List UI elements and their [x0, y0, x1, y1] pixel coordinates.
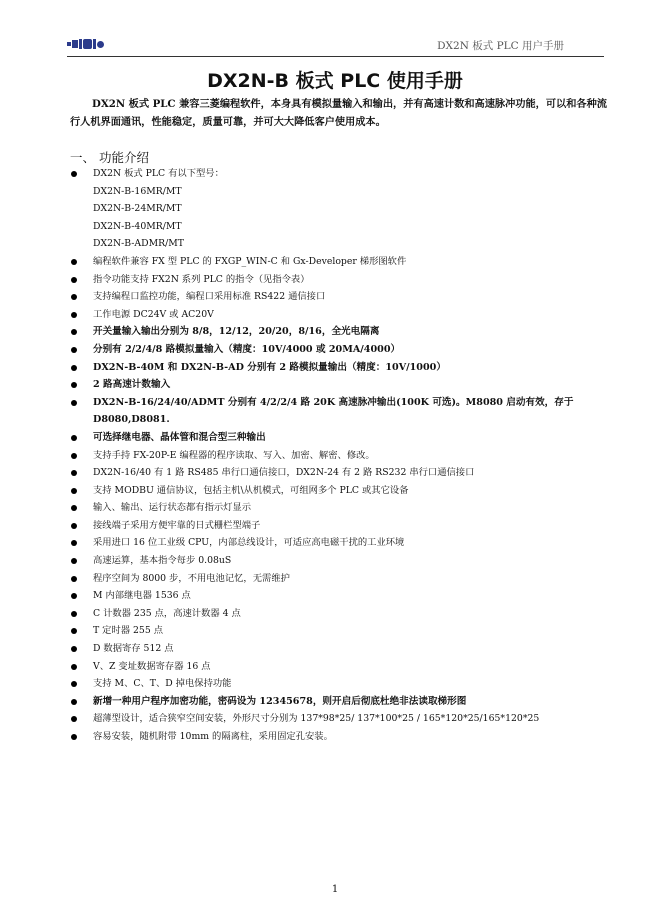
list-item	[68, 447, 608, 465]
list-item-text: 支持手持 FX-20P-E 编程器的程序读取、写入、加密、解密、修改。	[93, 449, 375, 461]
bullet-icon	[71, 365, 77, 371]
list-item	[68, 728, 608, 746]
list-item	[68, 622, 608, 640]
page-header	[67, 36, 604, 57]
document-title: DX2N-B 板式 PLC 使用手册	[207, 70, 463, 92]
list-item-text: DX2N-B-40MR/MT	[93, 220, 182, 232]
list-item	[68, 464, 608, 482]
list-item	[68, 534, 608, 552]
bullet-icon	[71, 699, 77, 705]
list-item-text: 超薄型设计，适合狭窄空间安装，外形尺寸分别为 137*98*25/ 137*100*25 / 165*120*25/165*120*25	[93, 713, 540, 725]
list-item-text: 输入、输出、运行状态都有指示灯显示	[93, 502, 252, 514]
list-item-text: DX2N-B-40M 和 DX2N-B-AD 分别有 2 路模拟量输出（精度：10V/1000）	[93, 361, 446, 373]
bullet-icon	[71, 628, 77, 634]
list-item	[68, 394, 608, 429]
bullet-icon	[71, 453, 77, 459]
bullet-icon	[71, 347, 77, 353]
bullet-icon	[71, 294, 77, 300]
list-item-text: DX2N-16/40 有 1 路 RS485 串行口通信接口，DX2N-24 有 2 路 RS232 串行口通信接口	[93, 467, 475, 479]
bullet-icon	[71, 734, 77, 740]
bullet-icon	[71, 611, 77, 617]
list-item-text: DX2N-B-24MR/MT	[93, 203, 182, 215]
list-item-text: DX2N-B-16MR/MT	[93, 185, 182, 197]
list-item	[68, 323, 608, 341]
list-item	[68, 552, 608, 570]
list-item-text: 程序空间为 8000 步，不用电池记忆，无需维护	[93, 572, 290, 584]
bullet-icon	[71, 277, 77, 283]
list-item-text: DX2N 板式 PLC 有以下型号：	[93, 168, 224, 179]
list-item	[68, 499, 608, 517]
list-item	[68, 605, 608, 623]
bullet-icon	[71, 716, 77, 722]
list-item-text: 可选择继电器、晶体管和混合型三种输出	[93, 431, 266, 443]
list-item-text: 开关量输入输出分别为 8/8，12/12，20/20，8/16，全光电隔离	[93, 326, 380, 338]
list-item-text: 容易安装，随机附带 10mm 的隔离柱，采用固定孔安装。	[93, 731, 333, 742]
list-item	[68, 288, 608, 306]
list-item	[68, 271, 608, 289]
list-item	[68, 517, 608, 535]
bullet-icon	[71, 171, 77, 177]
list-item-text: 接线端子采用方便牢靠的日式栅栏型端子	[93, 519, 261, 531]
bullet-icon	[71, 664, 77, 670]
list-item	[68, 640, 608, 658]
bullet-icon	[71, 488, 77, 494]
list-sub-item	[68, 235, 608, 253]
list-item-text: 高速运算，基本指令每步 0.08uS	[93, 555, 232, 567]
bullet-icon	[71, 646, 77, 652]
bullet-icon	[71, 470, 77, 476]
list-item-text: 工作电源 DC24V 或 AC20V	[93, 308, 214, 320]
list-item-text: 采用进口 16 位工业级 CPU，内部总线设计，可适应高电磁干扰的工业环境	[93, 537, 405, 549]
list-item	[68, 570, 608, 588]
bullet-icon	[71, 540, 77, 546]
page-number: 1	[331, 884, 339, 895]
bullet-icon	[71, 259, 77, 265]
list-item	[68, 429, 608, 447]
list-item	[68, 675, 608, 693]
bullet-icon	[71, 435, 77, 441]
list-item-text: DX2N-B-ADMR/MT	[93, 238, 184, 250]
list-item-text: M 内部继电器 1536 点	[93, 590, 191, 602]
bullet-icon	[71, 312, 77, 318]
bullet-icon	[71, 558, 77, 564]
list-item-text: 2 路高速计数输入	[93, 379, 171, 391]
list-item	[68, 341, 608, 359]
feature-list	[68, 165, 608, 746]
bullet-icon	[71, 505, 77, 511]
bullet-icon	[71, 593, 77, 599]
list-item-text: 新增一种用户程序加密功能，密码设为 12345678，则开启后彻底杜绝非法读取梯形图	[93, 695, 467, 707]
list-sub-item	[68, 183, 608, 201]
list-sub-item	[68, 218, 608, 236]
bullet-icon	[71, 382, 77, 388]
bullet-icon	[71, 681, 77, 687]
list-item	[68, 306, 608, 324]
section-heading: 一、 功能介绍	[70, 150, 149, 165]
list-item	[68, 165, 608, 183]
list-item	[68, 482, 608, 500]
list-sub-item	[68, 200, 608, 218]
list-item	[68, 658, 608, 676]
list-item	[68, 693, 608, 711]
list-item-text: 支持 M、C、T、D 掉电保持功能	[93, 678, 232, 690]
list-item	[68, 359, 608, 377]
list-item-text: 分别有 2/2/4/8 路模拟量输入（精度：10V/4000 或 20MA/4000）	[93, 343, 401, 355]
intro-paragraph: DX2N 板式 PLC 兼容三菱编程软件，本身具有模拟量输入和输出，并有高速计数和高速脉冲功能，可以和各种流行人机界面通讯，性能稳定，质量可靠，并可大大降低客户使用成本。	[70, 98, 607, 128]
list-item	[68, 587, 608, 605]
bullet-icon	[71, 576, 77, 582]
header-title: DX2N 板式 PLC 用户手册	[437, 40, 564, 52]
list-item-text: V、Z 变址数据寄存器 16 点	[93, 660, 211, 672]
list-item-text: 支持 MODBU 通信协议，包括主机\从机模式，可组网多个 PLC 或其它设备	[93, 484, 409, 496]
list-item-text: T 定时器 255 点	[93, 625, 163, 637]
list-item-text: C 计数器 235 点，高速计数器 4 点	[93, 607, 241, 619]
company-logo	[67, 38, 104, 50]
list-item-text: 支持编程口监控功能，编程口采用标准 RS422 通信接口	[93, 291, 326, 303]
list-item	[68, 376, 608, 394]
list-item-text: DX2N-B-16/24/40/ADMT 分别有 4/2/2/4 路 20K 高速脉冲输出(100K 可选)。M8080 启动有效，存于	[93, 396, 574, 408]
list-item-text: 指令功能支持 FX2N 系列 PLC 的指令（见指令表）	[93, 273, 310, 285]
list-item-text: D 数据寄存 512 点	[93, 643, 174, 655]
list-item	[68, 253, 608, 271]
list-item-continuation: D8080,D8081.	[93, 414, 170, 426]
list-item-text: 编程软件兼容 FX 型 PLC 的 FXGP_WIN-C 和 Gx-Developer 梯形图软件	[93, 255, 407, 267]
bullet-icon	[71, 400, 77, 406]
bullet-icon	[71, 329, 77, 335]
bullet-icon	[71, 523, 77, 529]
list-item	[68, 710, 608, 728]
